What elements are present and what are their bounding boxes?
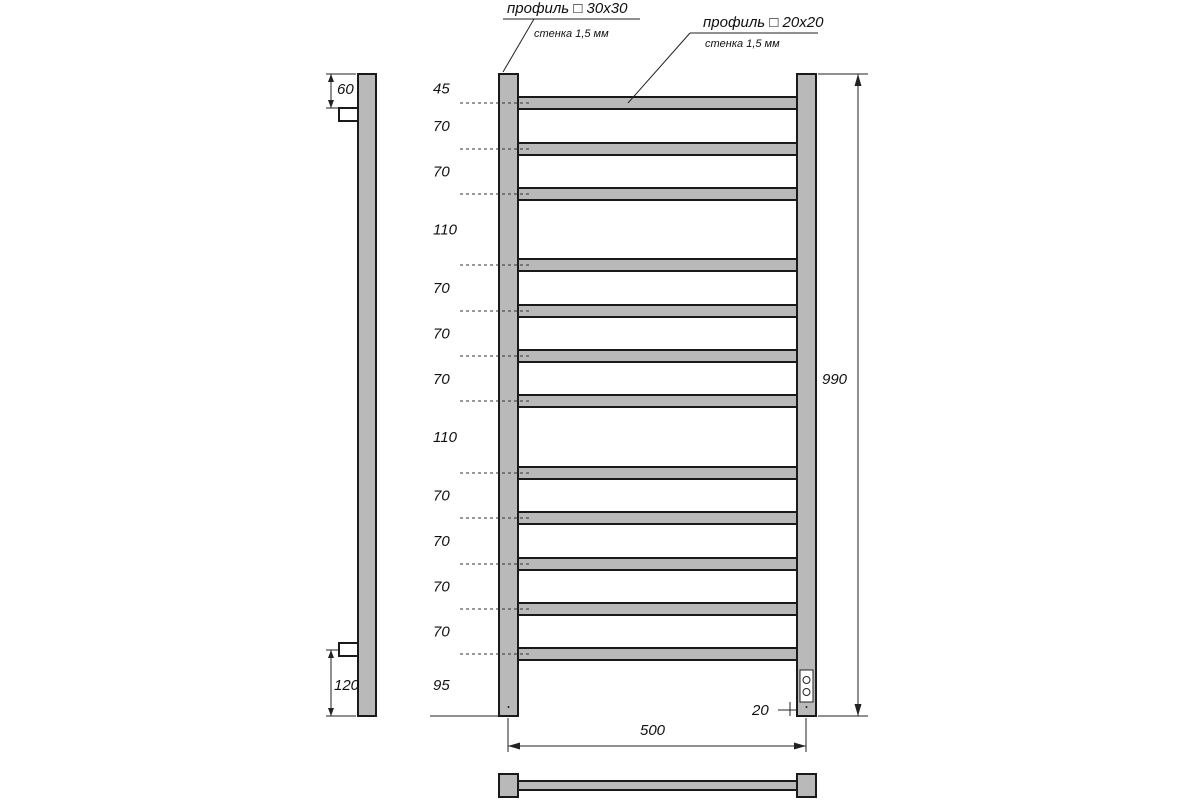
- rung: [516, 512, 799, 524]
- spacing-label: 45: [433, 80, 450, 98]
- width-label: 500: [640, 722, 666, 739]
- spacing-label: 70: [433, 117, 450, 135]
- rung-profile-wall: стенка 1,5 мм: [705, 38, 780, 50]
- side-top-bracket: [339, 108, 358, 121]
- side-upright: [358, 74, 376, 716]
- spacing-label: 95: [433, 677, 450, 695]
- rung: [516, 603, 799, 615]
- rung: [516, 395, 799, 407]
- rung: [516, 648, 799, 660]
- front-view: [430, 74, 868, 752]
- side-bottom-bracket: [339, 643, 358, 656]
- side-top-offset-label: 60: [337, 81, 354, 98]
- right-upright: [797, 74, 816, 716]
- rung: [516, 467, 799, 479]
- connector-offset-label: 20: [752, 702, 769, 719]
- rung-group: [516, 97, 799, 660]
- main-profile-wall: стенка 1,5 мм: [534, 28, 609, 40]
- spacing-label: 70: [433, 487, 450, 505]
- spacing-label: 70: [433, 532, 450, 550]
- spacing-label: 70: [433, 163, 450, 181]
- rung: [516, 188, 799, 200]
- main-profile-label: профиль □ 30x30: [507, 0, 628, 17]
- drain-mark-left: [508, 706, 510, 708]
- rung-profile-note: [628, 14, 824, 103]
- spacing-label: 110: [433, 221, 457, 239]
- power-connector: [800, 670, 813, 702]
- spacing-label: 70: [433, 578, 450, 596]
- top-view-rail: [516, 781, 798, 790]
- top-view-left-end: [499, 774, 518, 797]
- spacing-label: 70: [433, 370, 450, 388]
- spacing-label: 70: [433, 325, 450, 343]
- spacing-label: 70: [433, 280, 450, 297]
- rung: [516, 259, 799, 271]
- side-bottom-offset-label: 120: [334, 677, 360, 694]
- spacing-label: 70: [433, 623, 450, 641]
- rung: [516, 97, 799, 109]
- overall-height-label: 990: [822, 371, 848, 388]
- rung: [516, 143, 799, 155]
- side-view: [326, 74, 376, 716]
- drain-mark-right: [806, 706, 808, 708]
- rung-profile-label: профиль □ 20x20: [703, 14, 824, 31]
- main-profile-note: [503, 0, 640, 72]
- rung: [516, 558, 799, 570]
- rung: [516, 350, 799, 362]
- left-upright: [499, 74, 518, 716]
- spacing-label: 110: [433, 429, 457, 447]
- top-view-right-end: [797, 774, 816, 797]
- spacing-labels: [433, 81, 458, 695]
- rung: [516, 305, 799, 317]
- top-view: [499, 774, 816, 797]
